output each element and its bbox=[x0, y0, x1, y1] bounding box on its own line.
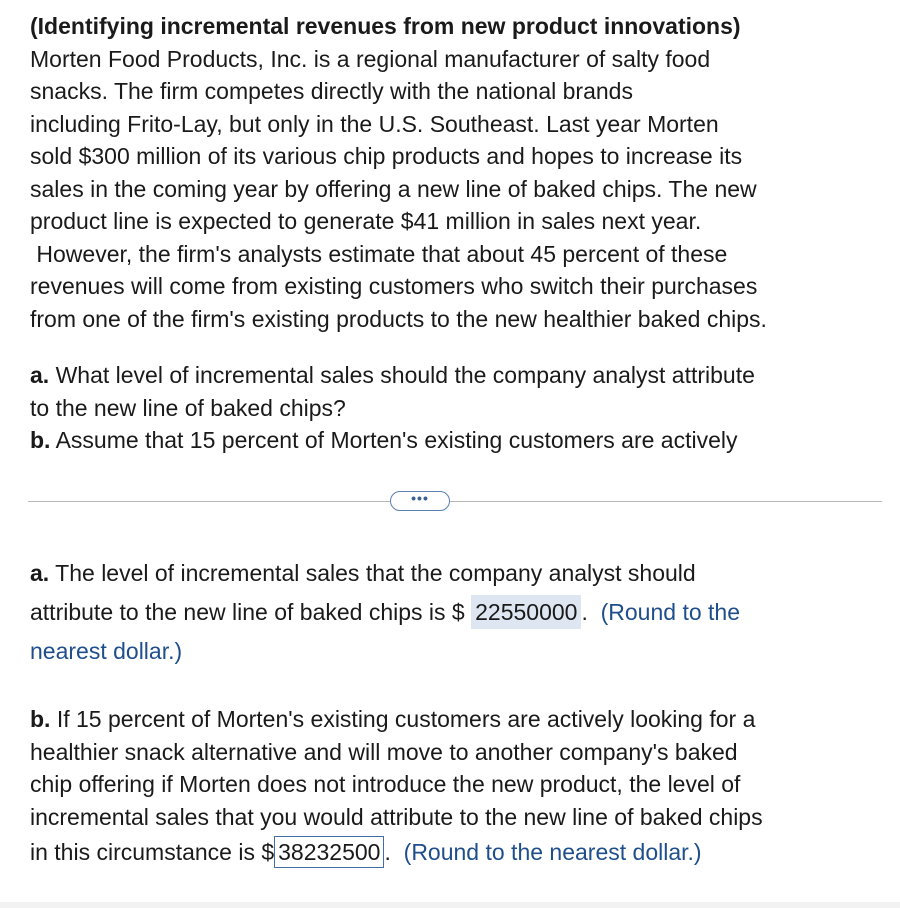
problem-line: product line is expected to generate $41 million in sales next year. bbox=[30, 208, 702, 234]
problem-line: revenues will come from existing customers who switch their purchases bbox=[30, 273, 758, 299]
answer-a-line1: The level of incremental sales that the company analyst should bbox=[55, 560, 696, 586]
part-b-question bbox=[30, 424, 880, 457]
answer-a-field[interactable]: 22550000 bbox=[471, 595, 581, 629]
answer-b-period: . bbox=[384, 839, 391, 865]
answer-b-field[interactable]: 38232500 bbox=[274, 836, 384, 868]
problem-line: Morten Food Products, Inc. is a regional manufacturer of salty food bbox=[30, 45, 711, 72]
answer-a-label: a. bbox=[30, 560, 50, 586]
part-a-label: a. bbox=[30, 362, 50, 388]
problem-line: snacks. The firm competes directly with the national brands bbox=[30, 78, 633, 104]
answer-b-prefix: in this circumstance is $ bbox=[30, 839, 275, 865]
question-parts bbox=[30, 359, 880, 457]
problem-line: including Frito-Lay, but only in the U.S. Southeast. Last year Morten bbox=[30, 110, 719, 137]
part-b-text: Assume that 15 percent of Morten's existing customers are actively bbox=[55, 427, 738, 453]
bottom-strip bbox=[0, 902, 900, 908]
answer-a-hint-cont: nearest dollar.) bbox=[30, 638, 183, 664]
answer-a-hint: (Round to the bbox=[600, 599, 740, 625]
part-a-text: What level of incremental sales should the company analyst attribute bbox=[55, 362, 755, 388]
problem-title: (Identifying incremental revenues from new product innovations) bbox=[30, 13, 741, 39]
ellipsis-icon: ••• bbox=[411, 490, 429, 506]
part-a-question bbox=[30, 359, 880, 392]
problem-line: sold $300 million of its various chip products and hopes to increase its bbox=[30, 143, 743, 169]
section-divider bbox=[28, 501, 882, 502]
answers-section bbox=[30, 554, 880, 872]
answer-a bbox=[30, 554, 880, 671]
problem-line: from one of the firm's existing products to the new healthier baked chips. bbox=[30, 305, 767, 332]
part-a-question-line2: to the new line of baked chips? bbox=[30, 394, 346, 421]
problem-line: However, the firm's analysts estimate that about 45 percent of these bbox=[30, 240, 728, 267]
answer-b-line3: chip offering if Morten does not introduce the new product, the level of bbox=[30, 771, 741, 797]
part-b-label: b. bbox=[30, 427, 51, 453]
problem-line: sales in the coming year by offering a new line of baked chips. The new bbox=[30, 175, 757, 202]
answer-b-last-line bbox=[30, 839, 702, 865]
answer-b-hint: (Round to the nearest dollar.) bbox=[403, 839, 702, 865]
answer-b-label: b. bbox=[30, 706, 51, 732]
answer-a-period: . bbox=[581, 599, 588, 625]
answer-a-prefix: attribute to the new line of baked chips is $ bbox=[30, 599, 465, 625]
expand-more-button[interactable] bbox=[390, 491, 450, 511]
answer-b bbox=[30, 703, 880, 872]
answer-b-line4: incremental sales that you would attribute to the new line of baked chips bbox=[30, 803, 763, 830]
answer-b-line2: healthier snack alternative and will move to another company's baked bbox=[30, 738, 738, 765]
problem-statement bbox=[30, 10, 880, 335]
answer-b-line1: If 15 percent of Morten's existing customers are actively looking for a bbox=[56, 706, 756, 732]
